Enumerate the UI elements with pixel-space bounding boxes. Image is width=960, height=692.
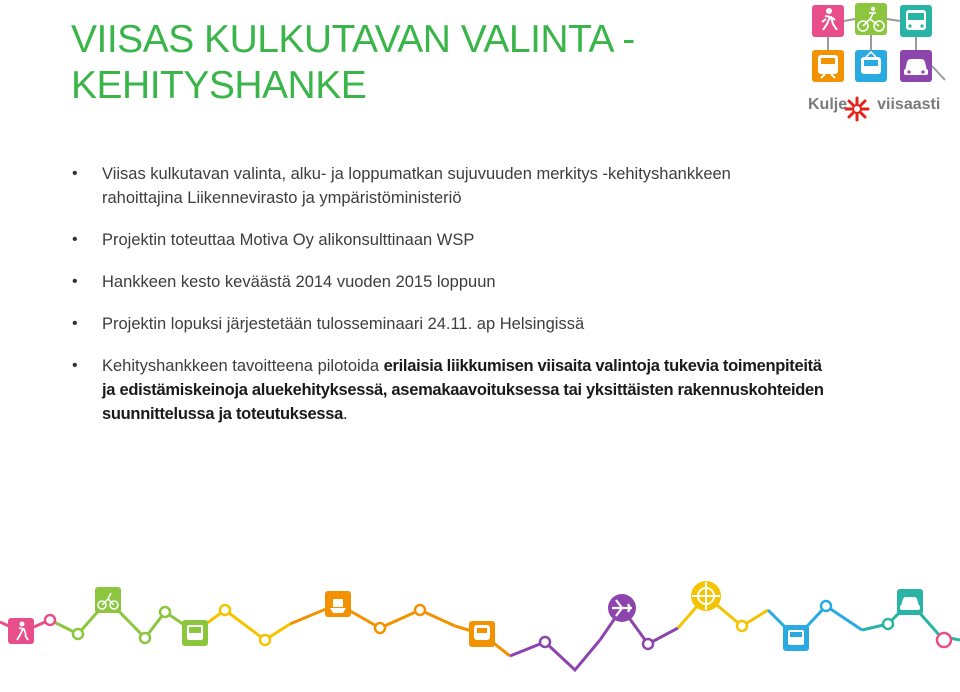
route-stop [45,615,55,625]
route-stop [540,637,550,647]
logo-word-kulje: Kulje [808,96,848,113]
logo-wordmark [808,96,940,114]
bullet-5-emphasis-1: erilaisia liikkumisen viisaita valintoja tukevia toimenpiteitä [383,357,822,375]
route-stop [415,605,425,615]
slide-title [71,17,771,109]
transport-route-decoration [0,570,960,692]
title-line-2: KEHITYSHANKE [71,64,367,107]
car-icon [897,589,923,615]
title-line-1: VIISAS KULKUTAVAN VALINTA - [71,18,635,61]
bullet-4-text: Projektin lopuksi järjestetään tulosseminaari 24.11. ap Helsingissä [102,315,585,333]
route-stop [883,619,893,629]
route-stop [643,639,653,649]
route-stop [140,633,150,643]
bus-icon [182,620,208,646]
pink-end-marker [937,633,951,647]
bullet-item [72,270,872,294]
bullet-5-end: . [343,405,348,423]
route-stop [375,623,385,633]
plane-icon [608,594,636,622]
route-stop [260,635,270,645]
bullet-1-line-2: rahoittajina Liikennevirasto ja ympäristöministeriö [102,189,462,207]
bullet-2-text: Projektin toteuttaa Motiva Oy alikonsulttinaan WSP [102,231,475,249]
bullet-item [72,228,872,252]
bullet-5-emphasis-2: ja edistämiskeinoja aluekehityksessä, asemakaavoituksessa tai yksittäisten rakennuskohteiden [102,381,824,399]
ship-icon [325,591,351,617]
route-stop [160,607,170,617]
walker-icon [8,618,34,644]
bullet-item [72,354,872,426]
route-line [678,596,768,628]
train-icon [469,621,495,647]
bullet-item [72,162,872,210]
route-line [290,604,455,628]
route-line [108,600,195,638]
bullet-5-plain: Kehityshankkeen tavoitteena pilotoida [102,357,384,375]
bicycle-icon [95,587,121,613]
route-line [768,606,862,638]
bullet-5-emphasis-3: suunnittelussa ja toteutuksessa [102,405,344,423]
route-stop [220,605,230,615]
route-stop [821,601,831,611]
route-stop [737,621,747,631]
route-line [510,640,600,670]
logo-word-viisaasti: viisaasti [877,96,941,113]
route-stop [73,629,83,639]
route-line [195,610,290,640]
bullet-item [72,312,872,336]
bullet-3-text: Hankkeen kesto keväästä 2014 vuoden 2015 loppuun [102,273,496,291]
bullet-list [72,162,872,426]
bullet-1-line-1: Viisas kulkutavan valinta, alku- ja loppumatkan sujuvuuden merkitys -kehityshankkeen [102,165,731,183]
hub-icon [691,581,721,611]
tram-icon [783,625,809,651]
